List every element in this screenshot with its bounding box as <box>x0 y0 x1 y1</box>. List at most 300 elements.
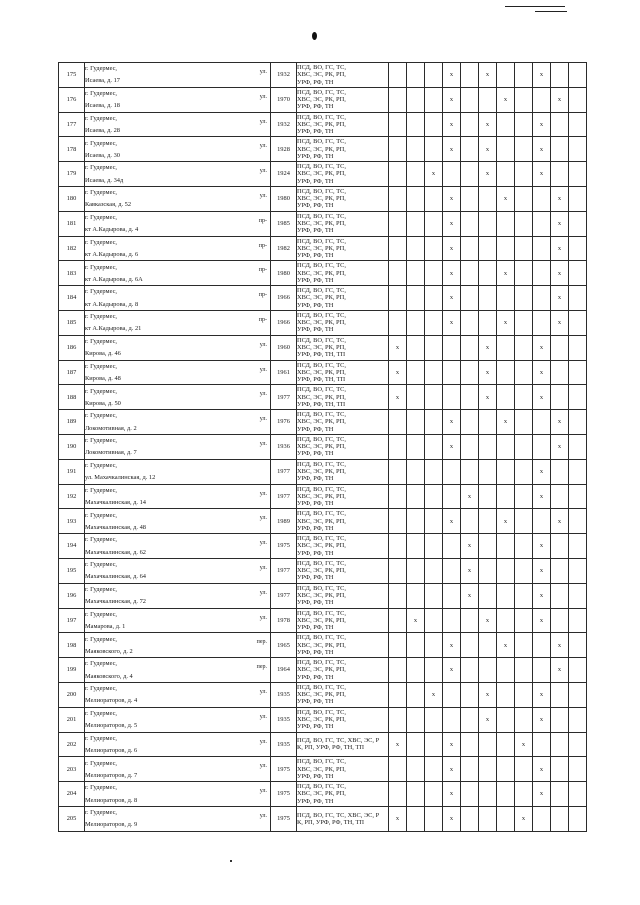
address-city: г. Гудермес, <box>85 213 117 221</box>
address-city: г. Гудермес, <box>85 784 117 792</box>
mark-cell <box>497 335 515 360</box>
address-street: Исаева, д. 18 <box>85 102 121 110</box>
table-row <box>59 137 587 162</box>
build-year: 1975 <box>271 757 297 782</box>
mark-cell <box>443 137 461 162</box>
address-city: г. Гудермес, <box>85 412 117 420</box>
mark-cell <box>461 459 479 484</box>
mark-cell <box>461 608 479 633</box>
mark-x: x <box>539 542 544 550</box>
address-street: кт А.Кадырова, д. 21 <box>85 325 142 333</box>
mark-cell <box>407 360 425 385</box>
mark-cell <box>515 558 533 583</box>
mark-cell <box>497 360 515 385</box>
mark-cell <box>497 410 515 435</box>
mark-cell <box>407 806 425 831</box>
row-number: 198 <box>59 633 85 658</box>
mark-cell <box>443 410 461 435</box>
works-line: УРФ, РФ, ТН <box>297 797 334 805</box>
mark-cell <box>407 385 425 410</box>
mark-cell <box>515 806 533 831</box>
address-cell <box>85 162 271 187</box>
mark-x: x <box>539 716 544 724</box>
mark-cell <box>569 410 587 435</box>
mark-cell <box>461 806 479 831</box>
mark-cell <box>551 162 569 187</box>
works-line: К, РП, УРФ, РФ, ТН, ТП <box>297 744 364 752</box>
mark-cell <box>533 534 551 559</box>
street-type: ул. <box>259 168 267 175</box>
works-line: УРФ, РФ, ТН <box>297 103 334 111</box>
works-line: ПСД, ВО, ГС, ТС, <box>297 287 347 295</box>
mark-cell <box>479 757 497 782</box>
mark-cell <box>497 782 515 807</box>
works-list <box>297 112 389 137</box>
mark-cell <box>479 484 497 509</box>
mark-cell <box>443 459 461 484</box>
address-city: г. Гудермес, <box>85 362 117 370</box>
works-line: ХВС, ЭС, РК, РП, <box>297 96 346 104</box>
mark-x: x <box>449 220 454 228</box>
row-number: 194 <box>59 534 85 559</box>
address-cell <box>85 707 271 732</box>
address-street: Кавказская, д. 52 <box>85 201 132 209</box>
mark-cell <box>389 286 407 311</box>
mark-cell <box>425 385 443 410</box>
works-line: УРФ, РФ, ТН <box>297 772 334 780</box>
build-year: 1928 <box>271 137 297 162</box>
mark-cell <box>443 534 461 559</box>
works-line: ПСД, ВО, ГС, ТС, <box>297 237 347 245</box>
table-row <box>59 63 587 88</box>
mark-cell <box>389 162 407 187</box>
mark-x: x <box>449 71 454 79</box>
works-line: ПСД, ВО, ГС, ТС, <box>297 560 347 568</box>
works-list <box>297 385 389 410</box>
mark-x: x <box>395 344 400 352</box>
mark-cell <box>515 682 533 707</box>
mark-cell <box>443 757 461 782</box>
mark-cell <box>461 732 479 757</box>
mark-x: x <box>539 120 544 128</box>
mark-cell <box>515 360 533 385</box>
mark-cell <box>551 385 569 410</box>
mark-x: x <box>449 740 454 748</box>
address-city: г. Гудермес, <box>85 89 117 97</box>
mark-cell <box>533 211 551 236</box>
mark-cell <box>497 534 515 559</box>
mark-x: x <box>557 517 562 525</box>
mark-cell <box>479 732 497 757</box>
mark-x: x <box>449 96 454 104</box>
mark-cell <box>533 707 551 732</box>
address-street: Мелиораторов, д. 5 <box>85 722 138 730</box>
mark-cell <box>479 633 497 658</box>
mark-cell <box>533 434 551 459</box>
works-line: УРФ, РФ, ТН <box>297 78 334 86</box>
address-city: г. Гудермес, <box>85 139 117 147</box>
works-line: ХВС, ЭС, РК, РП, <box>297 716 346 724</box>
mark-cell <box>461 162 479 187</box>
address-city: г. Гудермес, <box>85 610 117 618</box>
mark-cell <box>569 211 587 236</box>
mark-x: x <box>557 641 562 649</box>
mark-cell <box>497 658 515 683</box>
address-street: Исаева, д. 34д <box>85 176 124 184</box>
table-row <box>59 782 587 807</box>
mark-cell <box>479 608 497 633</box>
mark-cell <box>425 707 443 732</box>
mark-cell <box>407 162 425 187</box>
table-row <box>59 286 587 311</box>
works-line: ПСД, ВО, ГС, ТС, <box>297 535 347 543</box>
address-cell <box>85 732 271 757</box>
address-city: г. Гудермес, <box>85 660 117 668</box>
works-list <box>297 782 389 807</box>
mark-cell <box>533 186 551 211</box>
mark-cell <box>515 459 533 484</box>
mark-x: x <box>557 443 562 451</box>
build-year: 1966 <box>271 310 297 335</box>
table-row <box>59 87 587 112</box>
table-row <box>59 707 587 732</box>
row-number: 189 <box>59 410 85 435</box>
mark-cell <box>389 633 407 658</box>
build-year: 1924 <box>271 162 297 187</box>
mark-x: x <box>395 815 400 823</box>
mark-cell <box>533 633 551 658</box>
street-type: ул. <box>259 713 267 720</box>
works-line: ХВС, ЭС, РК, РП, <box>297 319 346 327</box>
street-type: пр- <box>258 217 267 224</box>
mark-x: x <box>485 344 490 352</box>
mark-x: x <box>539 567 544 575</box>
row-number: 202 <box>59 732 85 757</box>
mark-cell <box>425 434 443 459</box>
mark-cell <box>497 310 515 335</box>
mark-cell <box>515 509 533 534</box>
mark-cell <box>569 707 587 732</box>
works-line: К, РП, УРФ, РФ, ТН, ТП <box>297 818 364 826</box>
mark-cell <box>479 137 497 162</box>
mark-cell <box>515 335 533 360</box>
mark-cell <box>407 509 425 534</box>
street-type: пр- <box>258 292 267 299</box>
mark-cell <box>461 707 479 732</box>
street-type: пр- <box>258 267 267 274</box>
mark-cell <box>389 732 407 757</box>
mark-cell <box>479 211 497 236</box>
mark-cell <box>425 360 443 385</box>
mark-cell <box>425 484 443 509</box>
mark-x: x <box>431 691 436 699</box>
mark-cell <box>461 757 479 782</box>
mark-cell <box>389 236 407 261</box>
mark-cell <box>551 757 569 782</box>
table-row <box>59 459 587 484</box>
mark-cell <box>569 484 587 509</box>
mark-cell <box>497 186 515 211</box>
mark-cell <box>551 63 569 88</box>
mark-cell <box>569 558 587 583</box>
address-cell <box>85 335 271 360</box>
address-cell <box>85 310 271 335</box>
mark-cell <box>551 186 569 211</box>
mark-x: x <box>503 418 508 426</box>
works-line: ПСД, ВО, ГС, ТС, <box>297 336 347 344</box>
mark-cell <box>407 112 425 137</box>
mark-cell <box>569 137 587 162</box>
mark-x: x <box>557 666 562 674</box>
mark-x: x <box>539 790 544 798</box>
mark-cell <box>515 633 533 658</box>
mark-x: x <box>557 220 562 228</box>
table-row <box>59 732 587 757</box>
mark-cell <box>407 261 425 286</box>
mark-cell <box>569 434 587 459</box>
mark-cell <box>407 682 425 707</box>
mark-cell <box>551 211 569 236</box>
works-line: ХВС, ЭС, РК, РП, <box>297 244 346 252</box>
address-city: г. Гудермес, <box>85 313 117 321</box>
works-line: УРФ, РФ, ТН <box>297 276 334 284</box>
mark-x: x <box>557 96 562 104</box>
mark-cell <box>425 782 443 807</box>
mark-cell <box>533 261 551 286</box>
street-type: ул. <box>259 69 267 75</box>
address-cell <box>85 186 271 211</box>
address-street: Маяковского, д. 4 <box>85 672 133 680</box>
street-type: пр- <box>258 316 267 323</box>
address-cell <box>85 63 271 88</box>
build-year: 1966 <box>271 286 297 311</box>
address-street: Исаева, д. 28 <box>85 126 121 134</box>
mark-cell <box>533 87 551 112</box>
works-list <box>297 360 389 385</box>
works-line: ХВС, ЭС, РК, РП, <box>297 220 346 228</box>
works-line: УРФ, РФ, ТН <box>297 599 334 607</box>
mark-cell <box>515 608 533 633</box>
address-cell <box>85 410 271 435</box>
mark-cell <box>479 236 497 261</box>
works-line: ХВС, ЭС, РК, РП, <box>297 368 346 376</box>
works-line: ХВС, ЭС, РК, РП, <box>297 145 346 153</box>
works-line: УРФ, РФ, ТН <box>297 202 334 210</box>
mark-cell <box>425 286 443 311</box>
row-number: 175 <box>59 63 85 88</box>
row-number: 181 <box>59 211 85 236</box>
works-line: ПСД, ВО, ГС, ТС, <box>297 485 347 493</box>
address-cell <box>85 385 271 410</box>
works-list <box>297 633 389 658</box>
mark-cell <box>551 434 569 459</box>
works-line: УРФ, РФ, ТН <box>297 524 334 532</box>
works-list <box>297 583 389 608</box>
mark-x: x <box>467 542 472 550</box>
mark-cell <box>425 186 443 211</box>
address-cell <box>85 509 271 534</box>
works-line: ПСД, ВО, ГС, ТС, <box>297 386 347 394</box>
mark-cell <box>443 806 461 831</box>
mark-cell <box>389 583 407 608</box>
table-row <box>59 410 587 435</box>
street-type: ул. <box>259 341 267 348</box>
mark-cell <box>551 732 569 757</box>
mark-cell <box>515 534 533 559</box>
address-city: г. Гудермес, <box>85 288 117 296</box>
mark-cell <box>479 707 497 732</box>
address-cell <box>85 658 271 683</box>
mark-cell <box>497 286 515 311</box>
address-city: г. Гудермес, <box>85 164 117 172</box>
mark-cell <box>479 87 497 112</box>
mark-x: x <box>449 815 454 823</box>
mark-x: x <box>449 319 454 327</box>
mark-x: x <box>539 691 544 699</box>
table-row <box>59 360 587 385</box>
mark-cell <box>407 583 425 608</box>
mark-cell <box>443 186 461 211</box>
address-street: кт А.Кадырова, д. 4 <box>85 226 139 234</box>
works-list <box>297 558 389 583</box>
table-row <box>59 806 587 831</box>
works-line: ХВС, ЭС, РК, РП, <box>297 765 346 773</box>
mark-cell <box>551 509 569 534</box>
street-type: ул. <box>259 589 267 596</box>
page-speck <box>230 860 232 862</box>
street-type: пер. <box>256 664 267 671</box>
mark-cell <box>569 385 587 410</box>
address-cell <box>85 534 271 559</box>
address-cell <box>85 608 271 633</box>
address-street: Кирова, д. 48 <box>85 374 121 382</box>
mark-cell <box>533 608 551 633</box>
mark-cell <box>479 534 497 559</box>
mark-cell <box>389 509 407 534</box>
street-type: ул. <box>259 812 267 819</box>
mark-cell <box>533 682 551 707</box>
address-cell <box>85 211 271 236</box>
mark-cell <box>461 410 479 435</box>
mark-cell <box>533 236 551 261</box>
works-line: ХВС, ЭС, РК, РП, <box>297 393 346 401</box>
mark-cell <box>533 459 551 484</box>
table-row <box>59 335 587 360</box>
address-street: кт А.Кадырова, д. 8 <box>85 300 139 308</box>
mark-cell <box>533 335 551 360</box>
works-line: ХВС, ЭС, РК, РП, <box>297 691 346 699</box>
mark-x: x <box>485 368 490 376</box>
table-row <box>59 186 587 211</box>
mark-cell <box>461 360 479 385</box>
mark-cell <box>425 63 443 88</box>
mark-x: x <box>539 765 544 773</box>
mark-cell <box>389 87 407 112</box>
street-type: ул. <box>259 688 267 695</box>
mark-cell <box>551 286 569 311</box>
mark-cell <box>515 162 533 187</box>
works-line: УРФ, РФ, ТН <box>297 152 334 160</box>
mark-cell <box>533 509 551 534</box>
address-cell <box>85 137 271 162</box>
works-line: ПСД, ВО, ГС, ТС, <box>297 609 347 617</box>
mark-cell <box>497 732 515 757</box>
works-line: ПСД, ВО, ГС, ТС, <box>297 659 347 667</box>
mark-cell <box>533 658 551 683</box>
works-line: ПСД, ВО, ГС, ТС, <box>297 188 347 196</box>
row-number: 200 <box>59 682 85 707</box>
works-line: УРФ, РФ, ТН, ТП <box>297 400 346 408</box>
works-line: ХВС, ЭС, РК, РП, <box>297 542 346 550</box>
works-line: ХВС, ЭС, РК, РП, <box>297 195 346 203</box>
mark-cell <box>443 385 461 410</box>
mark-cell <box>479 360 497 385</box>
address-city: г. Гудермес, <box>85 189 117 197</box>
mark-cell <box>461 583 479 608</box>
mark-x: x <box>557 269 562 277</box>
works-line: ПСД, ВО, ГС, ТС, <box>297 411 347 419</box>
mark-cell <box>515 137 533 162</box>
build-year: 1980 <box>271 261 297 286</box>
works-list <box>297 286 389 311</box>
mark-cell <box>479 459 497 484</box>
mark-x: x <box>503 517 508 525</box>
mark-cell <box>479 806 497 831</box>
mark-cell <box>389 410 407 435</box>
works-list <box>297 658 389 683</box>
build-year: 1935 <box>271 707 297 732</box>
mark-cell <box>479 63 497 88</box>
address-street: ул. Махачкалинская, д. 12 <box>85 474 156 482</box>
mark-cell <box>533 782 551 807</box>
mark-x: x <box>539 344 544 352</box>
mark-cell <box>461 658 479 683</box>
address-street: Мелиораторов, д. 8 <box>85 796 138 804</box>
row-number: 186 <box>59 335 85 360</box>
mark-cell <box>389 137 407 162</box>
mark-cell <box>407 459 425 484</box>
address-street: Маяковского, д. 2 <box>85 647 133 655</box>
works-line: ПСД, ВО, ГС, ТС, <box>297 758 347 766</box>
address-city: г. Гудермес, <box>85 461 117 469</box>
mark-cell <box>497 583 515 608</box>
works-list <box>297 162 389 187</box>
mark-cell <box>533 112 551 137</box>
works-line: УРФ, РФ, ТН <box>297 326 334 334</box>
address-cell <box>85 87 271 112</box>
build-year: 1970 <box>271 87 297 112</box>
mark-cell <box>497 162 515 187</box>
works-line: ХВС, ЭС, РК, РП, <box>297 616 346 624</box>
mark-cell <box>443 608 461 633</box>
works-list <box>297 509 389 534</box>
mark-cell <box>569 360 587 385</box>
works-line: ПСД, ВО, ГС, ТС, <box>297 510 347 518</box>
row-number: 176 <box>59 87 85 112</box>
mark-x: x <box>539 170 544 178</box>
works-line: ХВС, ЭС, РК, РП, <box>297 592 346 600</box>
mark-x: x <box>485 393 490 401</box>
mark-cell <box>407 633 425 658</box>
mark-x: x <box>539 468 544 476</box>
table-row <box>59 534 587 559</box>
works-line: ХВС, ЭС, РК, РП, <box>297 269 346 277</box>
works-line: ПСД, ВО, ГС, ТС, <box>297 634 347 642</box>
table-row <box>59 583 587 608</box>
address-city: г. Гудермес, <box>85 635 117 643</box>
mark-cell <box>479 186 497 211</box>
works-line: ПСД, ВО, ГС, ТС, <box>297 163 347 171</box>
